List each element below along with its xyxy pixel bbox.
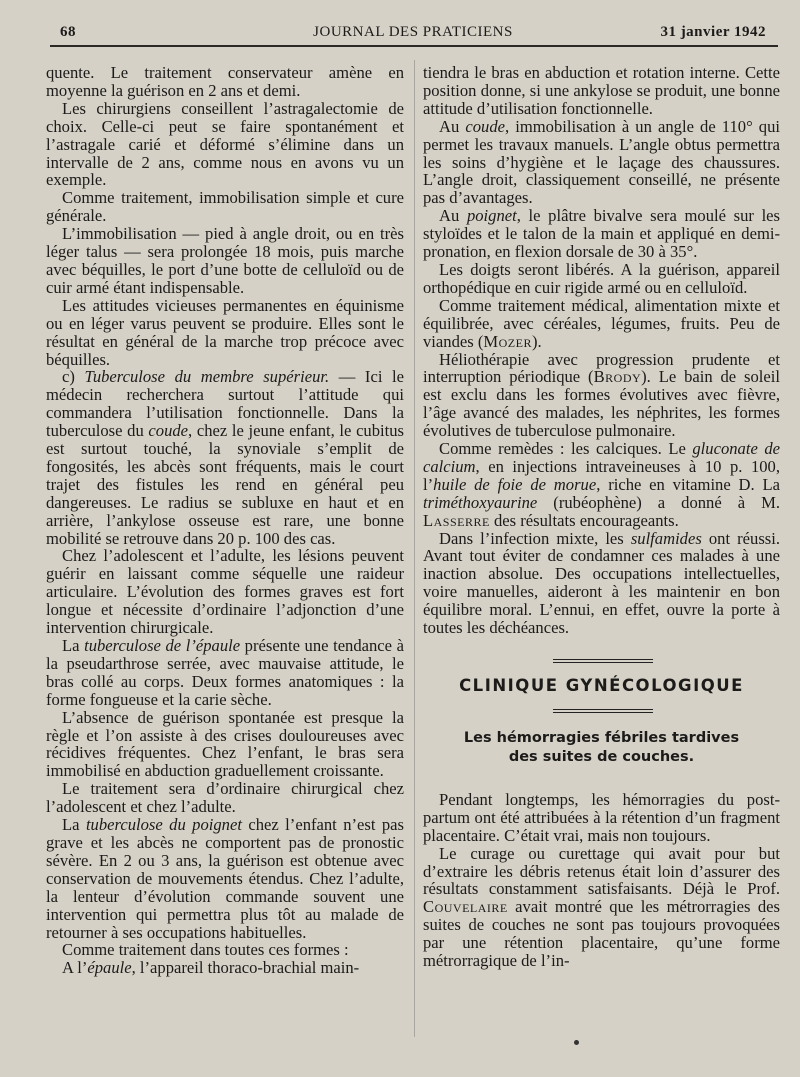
paragraph: Le curage ou curettage qui avait pour but d’extraire les débris retenus était loin d’assurer des résultats constamment satisfaisants. Déjà le Prof. Couvelaire avait montré que les métrorragies des suites de couches ne sont pas toujours provoquées par une rétention placentaire, qu’une forme métrorragique de l’in-: [423, 843, 780, 971]
paragraph: tiendra le bras en abduction et rotation interne. Cette position donne, si une ankylose se produit, une bonne attitude d’utilisation fonctionnelle.: [423, 63, 780, 118]
paragraph: La tuberculose de l’épaule présente une tendance à la pseudarthrose serrée, avec mauvaise attitude, le bras collé au corps. Deux formes anatomiques : la forme fongueuse et la carie sèche.: [46, 636, 404, 709]
page-number: 68: [60, 24, 76, 40]
header-rule: [50, 45, 778, 47]
right-column-text: [423, 64, 780, 637]
paragraph: Le traitement sera d’ordinaire chirurgical chez l’adolescent et chez l’adulte.: [46, 779, 404, 817]
running-header: [60, 20, 766, 44]
right-column: [423, 64, 780, 970]
paragraph: Les doigts seront libérés. A la guérison, appareil orthopédique en cuir rigide armé ou en celluloïd.: [423, 259, 780, 297]
paragraph: Comme traitement médical, alimentation mixte et équilibrée, avec céréales, légumes, fruits. Peu de viandes (Mozer).: [423, 295, 780, 351]
journal-title: JOURNAL DES PRATICIENS: [313, 24, 513, 40]
left-column: [46, 64, 404, 977]
column-divider: [414, 60, 415, 1037]
paragraph: Comme traitement, immobilisation simple et cure générale.: [46, 188, 404, 226]
article-title-line-1: Les hémorragies fébriles tardives: [463, 729, 740, 746]
paragraph: Comme remèdes : les calciques. Le gluconate de calcium, en injections intraveineuses à 10 p. 100, l’huile de foie de morue, riche en vitamine D. La triméthoxyaurine (rubéophène) a donné à M. Lasserre des résultats encourageants.: [423, 439, 780, 530]
paragraph: Héliothérapie avec progression prudente et interruption périodique (Brody). Le bain de soleil est exclu dans les formes évolutives avec fièvre, l’âge avancé des malades, les néphrites, les formes évolutives de tuberculose pulmonaire.: [423, 349, 780, 441]
paragraph: Au poignet, le plâtre bivalve sera moulé sur les styloïdes et le talon de la main et appliqué en demi-pronation, en flexion dorsale de 30 à 35°.: [423, 206, 780, 262]
paragraph: Les attitudes vicieuses permanentes en équinisme ou en léger varus peuvent se produire. Elles sont le résultat en général de la marche trop précoce avec béquilles.: [46, 295, 404, 369]
article-title-line-2: des suites de couches.: [508, 748, 695, 765]
section-rule-bottom: [553, 709, 653, 713]
paragraph: La tuberculose du poignet chez l’enfant n’est pas grave et les abcès ne comportent pas de pronostic sévère. En 2 ou 3 ans, la guérison est obtenue avec conservation de mouvements étendus. Chez l’adulte, la lenteur d’évolution commande souvent une intervention qui permettra plus tôt au malade de retourner à ses occupations habituelles.: [46, 815, 404, 942]
paragraph: L’immobilisation — pied à angle droit, ou en très léger talus — sera prolongée 18 mois, puis marche avec béquilles, le port d’une botte de celluloïd ou de cuir armé étant indispensable.: [46, 224, 404, 297]
paragraph: L’absence de guérison spontanée est presque la règle et l’on assiste à des crises douloureuses avec récidives fréquentes. Chez l’enfant, le bras sera immobilisé en abduction graduellement croissante.: [46, 707, 404, 781]
section-rule-top: [553, 659, 653, 663]
paragraph: Dans l’infection mixte, les sulfamides ont réussi. Avant tout éviter de condamner ces malades à une inaction absolue. Des occupations intellectuelles, voire manuelles, aideront à les maintenir en bon équilibre moral. L’ennui, en effet, ouvre la porte à toutes les déchéances.: [423, 528, 780, 638]
section-title: CLINIQUE GYNÉCOLOGIQUE: [459, 676, 744, 695]
paragraph: Les chirurgiens conseillent l’astragalectomie de choix. Celle-ci peut se faire spontanément et l’astragale carié et déformé s’élimine dans un intervalle de 2 ans, comme nous en avons vu un exemple.: [46, 98, 404, 190]
paragraph: Chez l’adolescent et l’adulte, les lésions peuvent guérir en laissant comme séquelle une raideur articulaire. L’évolution des formes graves est fort longue et nécessite d’ordinaire l’adjonction d’une intervention chirurgicale.: [46, 546, 404, 638]
paragraph: Comme traitement dans toutes ces formes :: [62, 940, 349, 960]
ink-dot: [574, 1040, 579, 1045]
issue-date: 31 janvier 1942: [660, 24, 766, 40]
paragraph: A l’épaule, l’appareil thoraco-brachial main-: [62, 958, 360, 978]
article-body: [423, 791, 780, 970]
paragraph: quente. Le traitement conservateur amène en moyenne la guérison en 2 ans et demi.: [46, 63, 404, 100]
article-title: [423, 729, 780, 767]
paragraph: Au coude, immobilisation à un angle de 110° qui permet les travaux manuels. L’angle obtus permettra les soins d’hygiène et le laçage des chaussures. L’angle droit, classiquement conseillé, ne présente pas d’avantages.: [423, 116, 781, 208]
paragraph: Pendant longtemps, les hémorragies du post-partum ont été attribuées à la rétention d’un fragment placentaire. C’était vrai, mais non toujours.: [423, 789, 780, 845]
paragraph: c) Tuberculose du membre supérieur. — Ici le médecin recherchera surtout l’attitude qui commandera l’utilisation fonctionnelle. Dans la tuberculose du coude, chez le jeune enfant, le cubitus est surtout touché, la synoviale s’emplit de fongosités, les abcès sont fréquents, mais le court trajet des fistules les rend en général peu dangereuses. Le radius se subluxe en haut et en arrière, l’ankylose osseuse est rare, une bonne mobilité se retrouve dans 20 p. 100 des cas.: [46, 367, 404, 548]
